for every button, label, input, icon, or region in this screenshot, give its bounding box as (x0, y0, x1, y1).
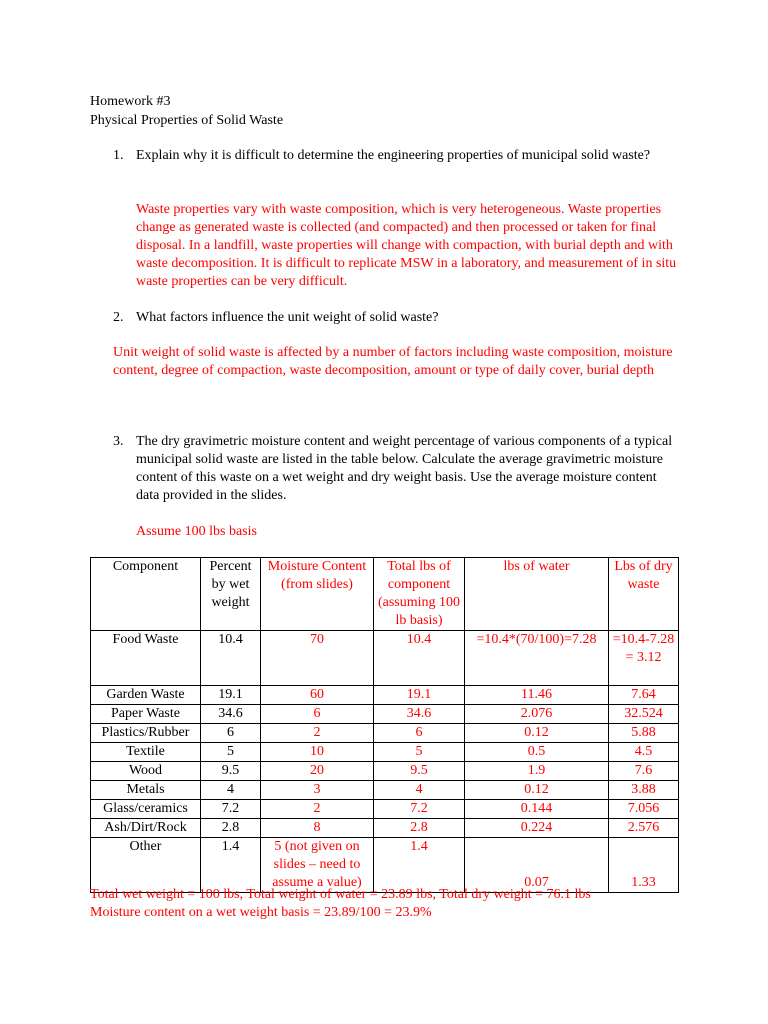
question-number: 1. (113, 148, 124, 163)
header-cell: Moisture Content (from slides) (261, 558, 374, 631)
cell-total-lbs: 6 (374, 724, 465, 743)
header-cell: Total lbs of component (assuming 100 lb basis) (374, 558, 465, 631)
cell-water-lbs: 0.144 (465, 800, 609, 819)
table-row (91, 705, 679, 724)
cell-water-lbs: 11.46 (465, 686, 609, 705)
waste-composition-table (90, 557, 679, 893)
cell-dry-lbs: 32.524 (609, 705, 679, 724)
cell-total-lbs: 34.6 (374, 705, 465, 724)
cell-component: Food Waste (91, 631, 201, 686)
cell-component: Plastics/Rubber (91, 724, 201, 743)
cell-water-lbs: 1.9 (465, 762, 609, 781)
cell-moisture: 70 (261, 631, 374, 686)
header-cell: Lbs of dry waste (609, 558, 679, 631)
cell-component: Other (91, 838, 201, 893)
cell-dry-lbs: =10.4-7.28 = 3.12 (609, 631, 679, 686)
moisture-content-line: Moisture content on a wet weight basis = 23.89/100 = 23.9% (90, 905, 432, 920)
cell-percent: 5 (201, 743, 261, 762)
cell-component: Paper Waste (91, 705, 201, 724)
cell-moisture: 20 (261, 762, 374, 781)
header-cell: Percent by wet weight (201, 558, 261, 631)
question-2 (113, 309, 678, 327)
table-row (91, 781, 679, 800)
header-cell: lbs of water (465, 558, 609, 631)
cell-percent: 19.1 (201, 686, 261, 705)
cell-water-lbs: 0.224 (465, 819, 609, 838)
cell-total-lbs: 2.8 (374, 819, 465, 838)
cell-water-lbs: =10.4*(70/100)=7.28 (465, 631, 609, 686)
cell-component: Ash/Dirt/Rock (91, 819, 201, 838)
table-row (91, 724, 679, 743)
cell-water-lbs: 0.12 (465, 781, 609, 800)
cell-moisture: 60 (261, 686, 374, 705)
question-text: Explain why it is difficult to determine the engineering properties of municipal solid waste? (136, 148, 651, 163)
cell-total-lbs: 9.5 (374, 762, 465, 781)
cell-component: Garden Waste (91, 686, 201, 705)
cell-moisture: 5 (not given on slides – need to assume a value) (261, 838, 374, 893)
cell-total-lbs: 1.4 (374, 838, 465, 893)
answer-1: Waste properties vary with waste composition, which is very heterogeneous. Waste properties change as generated waste is collected (and compacted) and then processed or taken for final disposal. In a landfill, waste properties will change with compaction, with burial depth and with waste decomposition. It is difficult to replicate MSW in a laboratory, and measurement of in situ waste properties can be very difficult. (136, 202, 677, 289)
question-text: The dry gravimetric moisture content and weight percentage of various components of a typical municipal solid waste are listed in the table below. Calculate the average gravimetric moisture content of this waste on a wet weight and dry weight basis. Use the average moisture content data provided in the slides. (136, 434, 673, 503)
answer-3-basis: Assume 100 lbs basis (136, 524, 257, 539)
cell-dry-lbs: 5.88 (609, 724, 679, 743)
cell-percent: 9.5 (201, 762, 261, 781)
question-number: 2. (113, 310, 124, 325)
cell-dry-lbs: 4.5 (609, 743, 679, 762)
cell-dry-lbs: 1.33 (609, 838, 679, 893)
question-number: 3. (113, 434, 124, 449)
table-row (91, 819, 679, 838)
homework-subtitle: Physical Properties of Solid Waste (90, 113, 284, 128)
table-row (91, 686, 679, 705)
header-cell: Component (91, 558, 201, 631)
homework-title: Homework #3 (90, 94, 171, 109)
cell-moisture: 8 (261, 819, 374, 838)
cell-dry-lbs: 7.6 (609, 762, 679, 781)
table-row (91, 631, 679, 686)
cell-percent: 6 (201, 724, 261, 743)
cell-percent: 2.8 (201, 819, 261, 838)
table-row (91, 800, 679, 819)
cell-dry-lbs: 7.64 (609, 686, 679, 705)
cell-water-lbs: 2.076 (465, 705, 609, 724)
cell-component: Textile (91, 743, 201, 762)
table-row (91, 762, 679, 781)
cell-component: Wood (91, 762, 201, 781)
cell-percent: 4 (201, 781, 261, 800)
cell-moisture: 3 (261, 781, 374, 800)
table-row (91, 838, 679, 893)
cell-water-lbs: 0.5 (465, 743, 609, 762)
question-3 (113, 433, 678, 505)
cell-total-lbs: 4 (374, 781, 465, 800)
cell-component: Glass/ceramics (91, 800, 201, 819)
cell-dry-lbs: 7.056 (609, 800, 679, 819)
cell-total-lbs: 7.2 (374, 800, 465, 819)
cell-water-lbs: 0.12 (465, 724, 609, 743)
cell-moisture: 6 (261, 705, 374, 724)
cell-moisture: 2 (261, 724, 374, 743)
answer-2: Unit weight of solid waste is affected by a number of factors including waste composition, moisture content, degree of compaction, waste decomposition, amount or type of daily cover, burial depth (113, 345, 673, 378)
cell-component: Metals (91, 781, 201, 800)
cell-dry-lbs: 2.576 (609, 819, 679, 838)
totals-summary (90, 886, 710, 922)
cell-percent: 7.2 (201, 800, 261, 819)
cell-total-lbs: 10.4 (374, 631, 465, 686)
cell-water-lbs: 0.07 (465, 838, 609, 893)
question-1 (113, 147, 678, 165)
cell-percent: 34.6 (201, 705, 261, 724)
table-header-row (91, 558, 679, 631)
document-header (90, 93, 283, 131)
cell-total-lbs: 19.1 (374, 686, 465, 705)
cell-percent: 10.4 (201, 631, 261, 686)
table-row (91, 743, 679, 762)
question-text: What factors influence the unit weight of solid waste? (136, 310, 439, 325)
cell-dry-lbs: 3.88 (609, 781, 679, 800)
cell-moisture: 10 (261, 743, 374, 762)
cell-moisture: 2 (261, 800, 374, 819)
totals-line: Total wet weight = 100 lbs, Total weight of water = 23.89 lbs, Total dry weight = 76.1 lbs (90, 887, 591, 902)
cell-percent: 1.4 (201, 838, 261, 893)
cell-total-lbs: 5 (374, 743, 465, 762)
